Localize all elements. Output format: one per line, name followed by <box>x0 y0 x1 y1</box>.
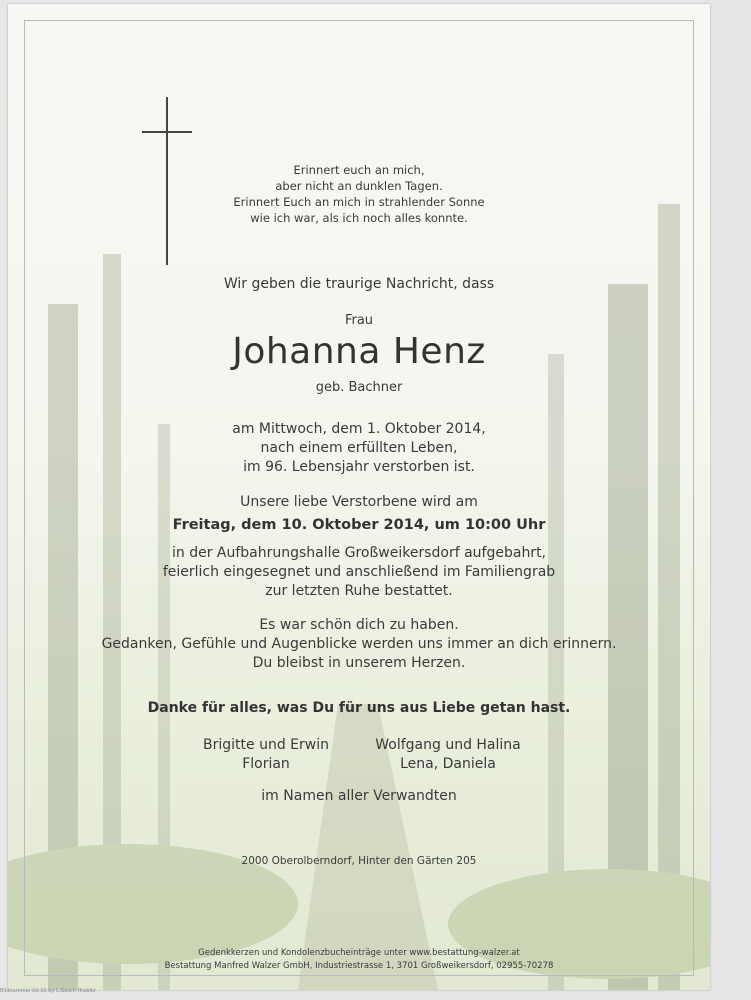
title-frau: Frau <box>344 313 374 328</box>
family-member: Florian <box>242 756 290 772</box>
remembrance-line: Es war schön dich zu haben. <box>259 617 459 633</box>
poem-line: Erinnert Euch an mich in strahlender Sonne <box>233 195 485 209</box>
remembrance <box>8 616 710 673</box>
family-member: Brigitte und Erwin <box>203 737 329 753</box>
footer-line: Gedenkkerzen und Kondolenzbucheinträge unter www.bestattung-walzer.at <box>198 948 520 958</box>
announcement-intro: Wir geben die traurige Nachricht, dass <box>223 276 495 292</box>
cross-icon-bar <box>142 131 192 133</box>
poem-line: Erinnert euch an mich, <box>293 163 425 177</box>
poem-line: wie ich war, als ich noch alles konnte. <box>250 211 468 225</box>
poem <box>8 162 710 226</box>
funeral-line: in der Aufbahrungshalle Großweikersdorf aufgebahrt, <box>171 545 547 561</box>
death-line: im 96. Lebensjahr verstorben ist. <box>243 459 475 475</box>
deceased-name: Johanna Henz <box>232 331 486 372</box>
remembrance-line: Du bleibst in unserem Herzen. <box>252 655 466 671</box>
family-left <box>201 736 331 774</box>
remembrance-line: Gedanken, Gefühle und Augenblicke werden uns immer an dich erinnern. <box>101 636 617 652</box>
footer-line: Bestattung Manfred Walzer GmbH, Industriestrasse 1, 3701 Großweikersdorf, 02955-70278 <box>164 961 554 971</box>
obituary-page <box>8 4 710 990</box>
death-line: am Mittwoch, dem 1. Oktober 2014, <box>232 421 486 437</box>
family-address: 2000 Oberolberndorf, Hinter den Gärten 205 <box>241 855 477 867</box>
funeral-line: feierlich eingesegnet und anschließend im Familiengrab <box>162 564 556 580</box>
undertaker-footer <box>8 947 710 973</box>
thanks-line: Danke für alles, was Du für uns aus Liebe getan hast. <box>147 700 571 716</box>
funeral-date: Freitag, dem 10. Oktober 2014, um 10:00 Uhr <box>172 517 546 533</box>
relatives-line: im Namen aller Verwandten <box>261 788 457 804</box>
funeral-details <box>8 544 710 601</box>
family-right <box>368 736 528 774</box>
poem-line: aber nicht an dunklen Tagen. <box>275 179 443 193</box>
family-member: Wolfgang und Halina <box>375 737 521 753</box>
family-member: Lena, Daniela <box>400 756 496 772</box>
funeral-intro: Unsere liebe Verstorbene wird am <box>240 494 478 510</box>
image-credit: Bildnummer 00-00 by L.Gesch Hrabitz <box>0 988 96 994</box>
maiden-name: geb. Bachner <box>315 380 403 395</box>
death-notice <box>8 420 710 477</box>
death-line: nach einem erfüllten Leben, <box>260 440 458 456</box>
funeral-line: zur letzten Ruhe bestattet. <box>265 583 453 599</box>
